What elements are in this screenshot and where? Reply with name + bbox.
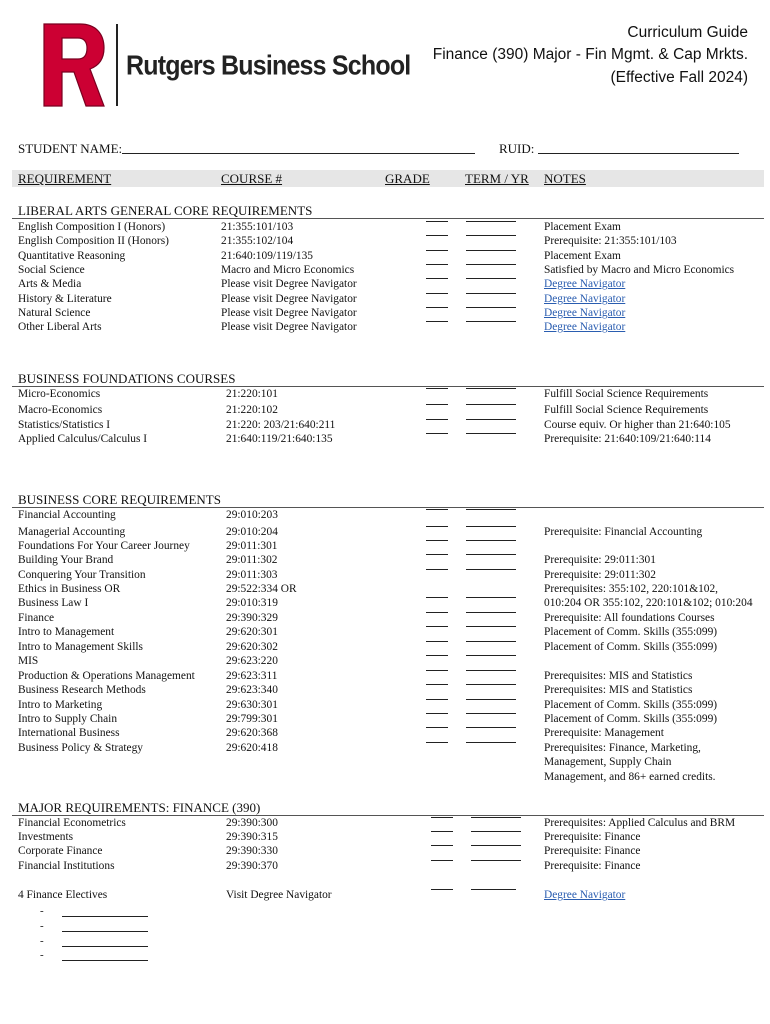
course-cell: 21:355:101/103 [221,221,294,233]
note-cell: Placement of Comm. Skills (355:099) [544,641,718,653]
requirement-cell: Managerial Accounting [18,526,126,538]
grade-blank[interactable] [426,293,448,294]
requirement-cell: Finance [18,612,55,624]
note-cell: Placement Exam [544,221,621,233]
requirement-cell: Ethics in Business OR [18,583,121,595]
table-row [0,655,770,669]
section-title-foundations: BUSINESS FOUNDATIONS COURSES [18,371,236,386]
col-course: COURSE # [221,171,283,186]
grade-blank[interactable] [426,404,448,405]
requirement-cell: English Composition II (Honors) [18,235,169,247]
course-cell: 29:010:204 [226,526,278,538]
grade-blank[interactable] [426,526,448,527]
note-cell: 010:204 OR 355:102, 220:101&102; 010:204 [544,597,753,609]
note-cell: Prerequisite: 29:011:301 [544,554,656,566]
term-blank[interactable] [466,742,516,743]
ruid-label: RUID: [499,141,535,156]
requirement-cell: Arts & Media [18,278,82,290]
logo-divider [116,24,118,106]
table-row [0,626,770,640]
course-cell: Please visit Degree Navigator [221,307,357,319]
term-blank[interactable] [466,684,516,685]
term-blank[interactable] [471,817,521,818]
grade-blank[interactable] [426,713,448,714]
table-row [0,670,770,684]
term-blank[interactable] [466,597,516,598]
grade-blank[interactable] [431,817,453,818]
term-blank[interactable] [466,509,516,510]
requirement-cell: Statistics/Statistics I [18,419,111,431]
term-blank[interactable] [466,727,516,728]
course-cell: 29:522:334 OR [226,583,297,595]
grade-blank[interactable] [426,433,448,434]
term-blank[interactable] [466,321,516,322]
term-blank[interactable] [466,655,516,656]
grade-blank[interactable] [431,860,453,861]
degree-navigator-link[interactable]: Degree Navigator [544,278,626,290]
course-cell: 29:390:315 [226,831,278,843]
table-row [0,554,770,568]
grade-blank[interactable] [426,221,448,222]
course-cell: 21:220:101 [226,388,278,400]
grade-blank[interactable] [426,670,448,671]
requirement-cell: Corporate Finance [18,845,103,857]
table-row [0,250,770,264]
grade-blank[interactable] [426,278,448,279]
ruid-field[interactable] [538,153,739,154]
grade-blank[interactable] [426,321,448,322]
note-cell: Management, Supply Chain [544,756,672,768]
requirement-cell: Quantitative Reasoning [18,250,126,262]
term-blank[interactable] [466,641,516,642]
note-cell: Prerequisite: 29:011:302 [544,569,656,581]
table-row [0,526,770,540]
term-blank[interactable] [466,419,516,420]
requirement-cell: Intro to Management Skills [18,641,143,653]
course-cell: 29:010:319 [226,597,278,609]
grade-blank[interactable] [426,509,448,510]
course-cell: 21:220: 203/21:640:211 [226,419,336,431]
term-blank[interactable] [466,626,516,627]
grade-blank[interactable] [426,554,448,555]
term-blank[interactable] [466,612,516,613]
degree-navigator-link[interactable]: Degree Navigator [544,889,626,901]
course-cell: 29:390:330 [226,845,278,857]
col-grade: GRADE [385,171,430,186]
requirement-cell: Financial Accounting [18,509,116,521]
table-row [0,235,770,249]
electives-course: Visit Degree Navigator [226,889,332,901]
section-title-liberal: LIBERAL ARTS GENERAL CORE REQUIREMENTS [18,203,313,218]
note-cell: Course equiv. Or higher than 21:640:105 [544,419,731,431]
note-cell: Prerequisites: Finance, Marketing, [544,742,701,754]
requirement-cell: Investments [18,831,74,843]
requirement-cell: Foundations For Your Career Journey [18,540,190,552]
grade-blank[interactable] [426,597,448,598]
term-blank[interactable] [466,699,516,700]
table-row [0,771,770,785]
note-cell: Prerequisite: All foundations Courses [544,612,715,624]
grade-blank[interactable] [431,831,453,832]
degree-navigator-link[interactable]: Degree Navigator [544,321,626,333]
col-requirement: REQUIREMENT [18,171,112,186]
course-cell: 29:620:301 [226,626,278,638]
note-cell: Prerequisite: Finance [544,831,641,843]
electives-row [0,889,770,903]
term-blank[interactable] [471,845,521,846]
term-blank[interactable] [466,307,516,308]
grade-blank[interactable] [426,419,448,420]
table-row [0,831,770,845]
course-cell: 29:390:300 [226,817,278,829]
table-row [0,540,770,554]
elective-blank[interactable] [62,946,148,947]
table-row [0,597,770,611]
grade-blank[interactable] [426,264,448,265]
table-row [0,569,770,583]
requirement-cell: Conquering Your Transition [18,569,146,581]
course-cell: 29:623:220 [226,655,278,667]
requirement-cell: Natural Science [18,307,91,319]
table-row [0,860,770,874]
grade-blank[interactable] [426,626,448,627]
degree-navigator-link[interactable]: Degree Navigator [544,293,626,305]
requirement-cell: Production & Operations Management [18,670,195,682]
col-term: TERM / YR [465,171,529,186]
table-row [0,699,770,713]
course-cell: 29:623:311 [226,670,278,682]
section-title-core: BUSINESS CORE REQUIREMENTS [18,492,221,507]
table-row [0,433,770,447]
col-notes: NOTES [544,171,586,186]
table-row [0,756,770,770]
section-divider [12,507,764,508]
note-cell: Placement of Comm. Skills (355:099) [544,699,718,711]
requirement-cell: MIS [18,655,39,667]
note-cell: Fulfill Social Science Requirements [544,404,709,416]
table-row [0,388,770,402]
section-title-major: MAJOR REQUIREMENTS: FINANCE (390) [18,800,261,815]
course-cell: 29:011:303 [226,569,278,581]
course-cell: 29:630:301 [226,699,278,711]
table-row [0,727,770,741]
requirement-cell: Intro to Marketing [18,699,103,711]
term-blank[interactable] [466,404,516,405]
term-blank[interactable] [466,278,516,279]
grade-blank[interactable] [426,684,448,685]
course-cell: 29:011:301 [226,540,278,552]
requirement-cell: English Composition I (Honors) [18,221,166,233]
note-cell: Management, and 86+ earned credits. [544,771,716,783]
table-row [0,641,770,655]
column-header [12,170,764,187]
student-name-label: STUDENT NAME: [18,141,123,156]
note-cell: Placement of Comm. Skills (355:099) [544,713,718,725]
grade-blank[interactable] [426,235,448,236]
elective-bullet: - [40,935,44,947]
requirement-cell: International Business [18,727,120,739]
grade-blank[interactable] [431,889,453,890]
note-cell: Prerequisites: 355:102, 220:101&102, [544,583,719,595]
term-blank[interactable] [466,293,516,294]
course-cell: Please visit Degree Navigator [221,293,357,305]
table-row [0,221,770,235]
note-cell: Prerequisite: Finance [544,845,641,857]
requirement-cell: Building Your Brand [18,554,114,566]
elective-bullet: - [40,905,44,917]
table-row [0,612,770,626]
note-cell: Placement Exam [544,250,621,262]
note-cell: Prerequisites: MIS and Statistics [544,684,693,696]
requirement-cell: Business Policy & Strategy [18,742,143,754]
term-blank[interactable] [471,889,516,890]
note-cell: Prerequisite: 21:355:101/103 [544,235,677,247]
elective-bullet: - [40,920,44,932]
course-cell: 29:390:370 [226,860,278,872]
course-cell: 21:220:102 [226,404,278,416]
table-row [0,742,770,756]
requirement-cell: Social Science [18,264,85,276]
course-cell: Macro and Micro Economics [221,264,355,276]
table-row [0,404,770,418]
course-cell: 29:620:368 [226,727,278,739]
grade-blank[interactable] [426,612,448,613]
term-blank[interactable] [466,713,516,714]
grade-blank[interactable] [426,250,448,251]
table-row [0,278,770,292]
table-row [0,845,770,859]
requirement-cell: Financial Institutions [18,860,115,872]
grade-blank[interactable] [426,742,448,743]
grade-blank[interactable] [426,307,448,308]
course-cell: 21:640:119/21:640:135 [226,433,333,445]
term-blank[interactable] [466,554,516,555]
elective-blank[interactable] [62,916,148,917]
term-blank[interactable] [466,235,516,236]
rutgers-r-logo [42,22,106,108]
requirement-cell: Other Liberal Arts [18,321,102,333]
table-row [0,817,770,831]
table-row [0,509,770,523]
grade-blank[interactable] [431,845,453,846]
grade-blank[interactable] [426,569,448,570]
note-cell: Prerequisite: 21:640:109/21:640:114 [544,433,711,445]
term-blank[interactable] [471,860,521,861]
requirement-cell: Intro to Management [18,626,115,638]
term-blank[interactable] [466,221,516,222]
requirement-cell: Micro-Economics [18,388,101,400]
effective-date: (Effective Fall 2024) [610,69,748,86]
table-row [0,293,770,307]
grade-blank[interactable] [426,655,448,656]
requirement-cell: Financial Econometrics [18,817,126,829]
course-cell: 29:620:418 [226,742,278,754]
course-cell: 29:010:203 [226,509,278,521]
course-cell: Please visit Degree Navigator [221,321,357,333]
elective-blank[interactable] [62,931,148,932]
term-blank[interactable] [466,670,516,671]
note-cell: Prerequisite: Management [544,727,664,739]
note-cell: Placement of Comm. Skills (355:099) [544,626,718,638]
term-blank[interactable] [471,831,521,832]
term-blank[interactable] [466,540,516,541]
requirement-cell: History & Literature [18,293,112,305]
requirement-cell: Macro-Economics [18,404,103,416]
major-title: Finance (390) Major - Fin Mgmt. & Cap Mrkts. [432,46,748,63]
course-cell: Please visit Degree Navigator [221,278,357,290]
course-cell: 29:390:329 [226,612,278,624]
grade-blank[interactable] [426,388,448,389]
note-cell: Prerequisites: Applied Calculus and BRM [544,817,736,829]
term-blank[interactable] [466,264,516,265]
requirement-cell: Intro to Supply Chain [18,713,118,725]
section-divider [12,815,764,816]
table-row [0,583,770,597]
school-name: Rutgers Business School [126,50,411,82]
student-name-field[interactable] [122,153,475,154]
table-row [0,713,770,727]
elective-blank[interactable] [62,960,148,961]
course-cell: 29:799:301 [226,713,278,725]
table-row [0,321,770,335]
term-blank[interactable] [466,433,516,434]
section-divider [12,218,764,219]
table-row [0,419,770,433]
note-cell: Satisfied by Macro and Micro Economics [544,264,735,276]
term-blank[interactable] [466,250,516,251]
note-cell: Prerequisites: MIS and Statistics [544,670,693,682]
guide-title: Curriculum Guide [627,24,748,41]
course-cell: 29:620:302 [226,641,278,653]
course-cell: 21:640:109/119/135 [221,250,313,262]
term-blank[interactable] [466,526,516,527]
note-cell: Prerequisite: Finance [544,860,641,872]
grade-blank[interactable] [426,540,448,541]
course-cell: 21:355:102/104 [221,235,294,247]
note-cell: Fulfill Social Science Requirements [544,388,709,400]
table-row [0,307,770,321]
electives-requirement: 4 Finance Electives [18,889,108,901]
requirement-cell: Applied Calculus/Calculus I [18,433,148,445]
elective-bullet: - [40,949,44,961]
section-divider [12,386,764,387]
requirement-cell: Business Law I [18,597,89,609]
grade-blank[interactable] [426,699,448,700]
requirement-cell: Business Research Methods [18,684,146,696]
grade-blank[interactable] [426,641,448,642]
course-cell: 29:623:340 [226,684,278,696]
grade-blank[interactable] [426,727,448,728]
note-cell: Prerequisite: Financial Accounting [544,526,703,538]
table-row [0,264,770,278]
term-blank[interactable] [466,388,516,389]
table-row [0,684,770,698]
course-cell: 29:011:302 [226,554,278,566]
degree-navigator-link[interactable]: Degree Navigator [544,307,626,319]
term-blank[interactable] [466,569,516,570]
